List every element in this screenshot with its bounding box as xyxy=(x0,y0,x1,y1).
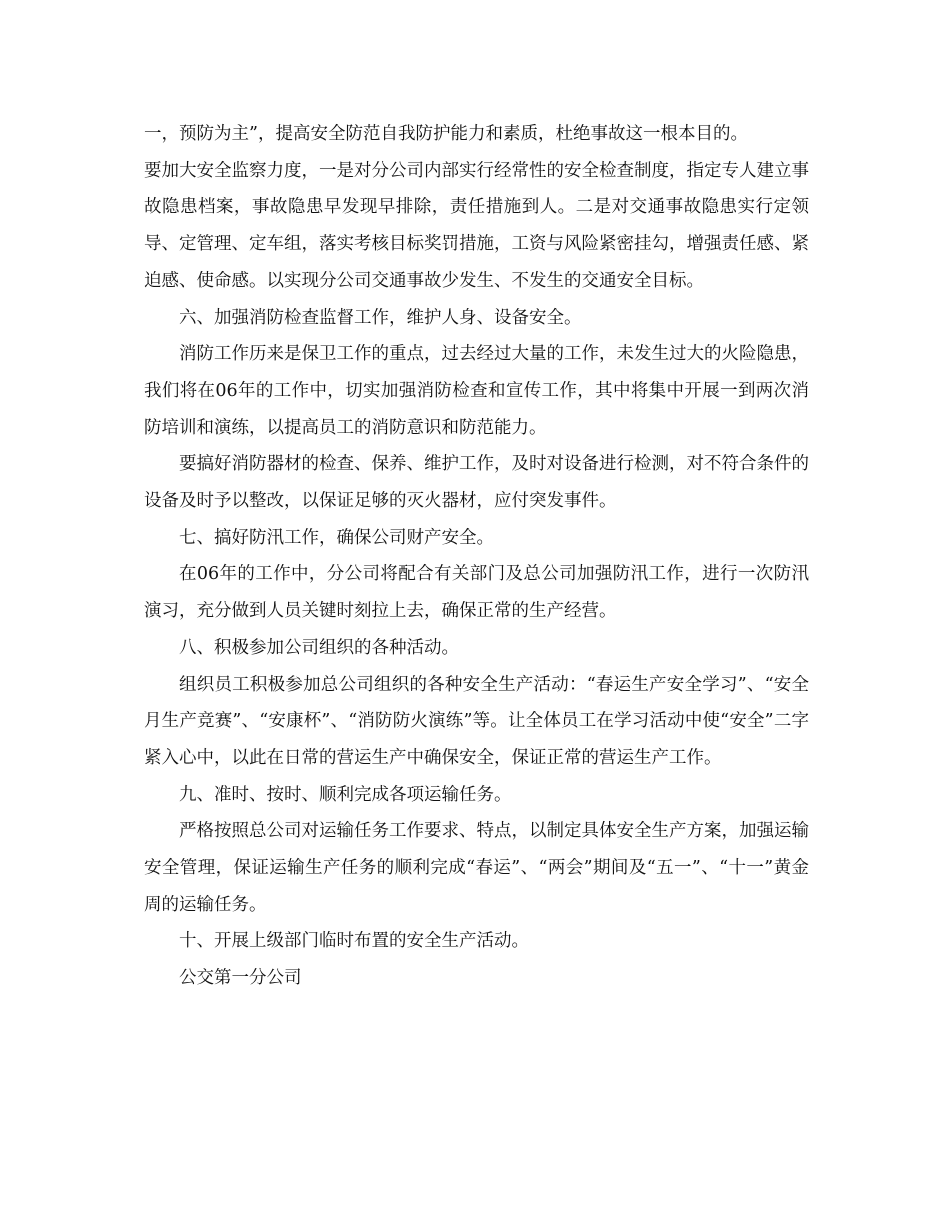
paragraph-1: 一，预防为主”，提高安全防范自我防护能力和素质，杜绝事故这一根本目的。 xyxy=(144,124,748,144)
paragraph-6: 组织员工积极参加总公司组织的各种安全生产活动：“春运生产安全学习”、“安全月生产竞赛”、“安康杯”、“消防防火演练”等。让全体员工在学习活动中使“安全”二字紧入心中，以此在日常的营运生产中确保安全，保证正常的营运生产工作。 xyxy=(144,674,809,768)
paragraph-4: 要搞好消防器材的检查、保养、维护工作，及时对设备进行检测，对不符合条件的设备及时予以整改，以保证足够的灭火器材，应付突发事件。 xyxy=(144,454,809,512)
section-heading-9: 九、准时、按时、顺利完成各项运输任务。 xyxy=(179,784,512,805)
signature-line: 公交第一分公司 xyxy=(179,968,302,989)
section-heading-6: 六、加强消防检查监督工作，维护人身、设备安全。 xyxy=(179,307,582,328)
section-heading-10: 十、开展上级部门临时布置的安全生产活动。 xyxy=(179,931,529,952)
document-body xyxy=(144,116,809,997)
section-heading-8: 八、积极参加公司组织的各种活动。 xyxy=(179,637,459,658)
section-heading-7: 七、搞好防汛工作，确保公司财产安全。 xyxy=(179,527,494,548)
paragraph-3: 消防工作历来是保卫工作的重点，过去经过大量的工作，未发生过大的火险隐患，我们将在06年的工作中，切实加强消防检查和宣传工作，其中将集中开展一到两次消防培训和演练，以提高员工的消防意识和防范能力。 xyxy=(144,344,809,438)
paragraph-5: 在06年的工作中，分公司将配合有关部门及总公司加强防汛工作，进行一次防汛演习，充分做到人员关键时刻拉上去，确保正常的生产经营。 xyxy=(144,564,809,622)
paragraph-7: 严格按照总公司对运输任务工作要求、特点，以制定具体安全生产方案，加强运输安全管理，保证运输生产任务的顺利完成“春运”、“两会”期间及“五一”、“十一”黄金周的运输任务。 xyxy=(144,821,809,915)
paragraph-2: 要加大安全监察力度，一是对分公司内部实行经常性的安全检查制度，指定专人建立事故隐患档案，事故隐患早发现早排除，责任措施到人。二是对交通事故隐患实行定领导、定管理、定车组，落实考核目标奖罚措施，工资与风险紧密挂勾，增强责任感、紧迫感、使命感。以实现分公司交通事故少发生、不发生的交通安全目标。 xyxy=(144,160,809,291)
